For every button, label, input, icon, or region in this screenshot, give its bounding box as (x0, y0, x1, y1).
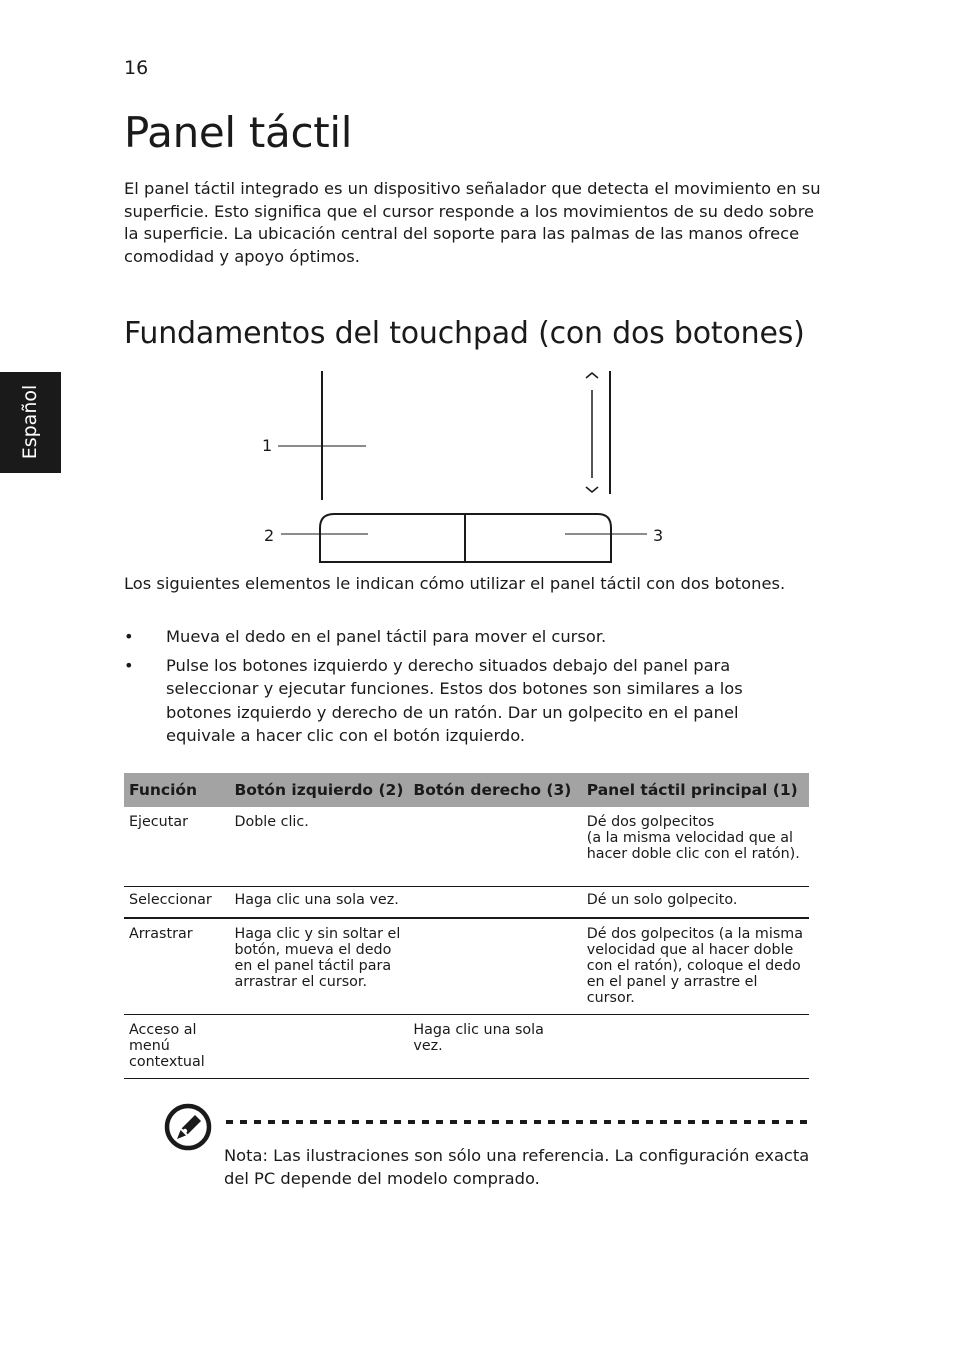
table-cell (408, 807, 581, 887)
table-cell: Acceso al menú contextual (124, 1015, 229, 1079)
callout-3: 3 (653, 526, 664, 545)
column-header: Panel táctil principal (1) (582, 773, 809, 807)
intro-paragraph: El panel táctil integrado es un dispositivo señalador que detecta el movimiento en su superficie. Esto significa que el cursor responde a los movimientos de su dedo sobre la superficie. La ubicación central del soporte para las palmas de las manos ofrece comodidad y apoyo óptimos. (124, 179, 821, 266)
table-cell: Haga clic y sin soltar el botón, mueva el dedo en el panel táctil para arrastrar el cursor. (229, 918, 408, 1015)
language-tab-label: Español (19, 384, 41, 460)
note-body: Las ilustraciones son sólo una referencia. La configuración exacta del PC depende del modelo comprado. (224, 1146, 810, 1188)
callout-2: 2 (264, 526, 275, 545)
list-item-text: Mueva el dedo en el panel táctil para mover el cursor. (166, 627, 607, 646)
bullet-icon: • (124, 627, 134, 646)
bullet-icon: • (124, 655, 134, 675)
list-item-text: Pulse los botones izquierdo y derecho situados debajo del panel para seleccionar y ejecutar funciones. Estos dos botones son similares a los botones izquierdo y derecho de un ratón. Dar un golpecito en el panel equivale a hacer clic con el botón izquierdo. (166, 655, 743, 745)
table-header-row (124, 773, 809, 807)
lead-paragraph: Los siguientes elementos le indican cómo utilizar el panel táctil con dos botones. (124, 574, 786, 593)
column-header: Función (124, 773, 229, 807)
table-cell: Dé dos golpecitos (a la misma velocidad que al hacer doble clic con el ratón). (582, 807, 809, 887)
table-cell: Ejecutar (124, 807, 229, 887)
note-pen-icon (164, 1103, 212, 1151)
table-cell: Arrastrar (124, 918, 229, 1015)
table-row (124, 1015, 809, 1079)
table-cell: Haga clic una sola vez. (408, 1015, 581, 1079)
table-cell: Seleccionar (124, 887, 229, 919)
page-number: 16 (124, 57, 149, 79)
scroll-arrows-icon (586, 373, 598, 492)
column-header: Botón derecho (3) (408, 773, 581, 807)
note-paragraph (224, 1144, 814, 1190)
table-row (124, 918, 809, 1015)
list-item (124, 654, 804, 748)
bullet-list (124, 625, 804, 753)
section-heading: Fundamentos del touchpad (con dos botones) (124, 316, 805, 351)
table-cell: Doble clic. (229, 807, 408, 887)
table-cell (229, 1015, 408, 1079)
page-title: Panel táctil (124, 108, 353, 157)
callout-1: 1 (262, 436, 273, 455)
function-table (124, 773, 809, 1079)
table-row (124, 807, 809, 887)
table-cell (408, 918, 581, 1015)
touchpad-diagram (250, 366, 670, 566)
table-cell: Dé dos golpecitos (a la misma velocidad que al hacer doble con el ratón), coloque el dedo en el panel y arrastre el cursor. (582, 918, 809, 1015)
table-cell (582, 1015, 809, 1079)
column-header: Botón izquierdo (2) (229, 773, 408, 807)
language-tab (0, 372, 61, 473)
table-cell: Dé un solo golpecito. (582, 887, 809, 919)
note-label: Nota: (224, 1146, 268, 1165)
table-row (124, 887, 809, 919)
table-cell (408, 887, 581, 919)
note-divider (226, 1119, 810, 1125)
table-cell: Haga clic una sola vez. (229, 887, 408, 919)
list-item (124, 625, 804, 649)
